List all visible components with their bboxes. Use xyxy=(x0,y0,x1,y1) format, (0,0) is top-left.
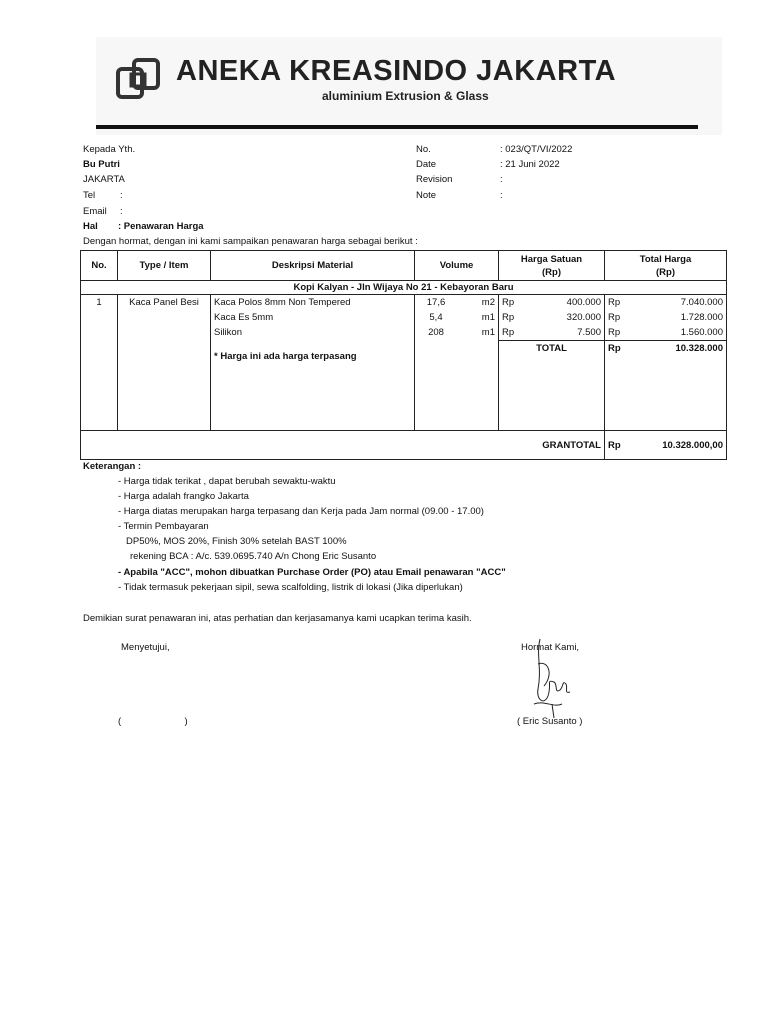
intro-text: Dengan hormat, dengan ini kami sampaikan penawaran harga sebagai berikut : xyxy=(83,236,418,247)
doc-no-label: No. xyxy=(416,144,431,155)
item-unit-prices xyxy=(499,295,605,431)
recipient-city: JAKARTA xyxy=(83,174,125,185)
note-item: - Harga tidak terikat , dapat berubah sewaktu-waktu xyxy=(118,476,336,487)
install-note: * Harga ini ada harga terpasang xyxy=(214,351,357,362)
header-total-line1: Total Harga xyxy=(639,253,692,265)
item-type xyxy=(118,295,211,431)
note-item: DP50%, MOS 20%, Finish 30% setelah BAST 100% xyxy=(126,536,347,547)
desc-line: Kaca Polos 8mm Non Tempered xyxy=(214,297,351,308)
quotation-table xyxy=(80,250,727,460)
desc-line: Kaca Es 5mm xyxy=(214,312,274,323)
subject-label: Hal xyxy=(83,221,98,232)
currency: Rp xyxy=(608,343,621,354)
notes-title: Keterangan : xyxy=(83,461,142,472)
item-descriptions xyxy=(211,295,415,431)
qty: 208 xyxy=(428,327,444,338)
total-line xyxy=(608,325,723,340)
price: 7.500 xyxy=(577,327,601,338)
doc-note-value: : xyxy=(500,190,503,201)
header-total-price xyxy=(605,251,727,281)
tel-value: : xyxy=(120,190,123,201)
item-no xyxy=(81,295,118,431)
project-name: Kopi Kalyan - Jln Wijaya No 21 - Kebayoran Baru xyxy=(81,281,727,295)
price: 400.000 xyxy=(566,297,601,308)
approve-blank: ( ) xyxy=(118,716,188,727)
company-logo-icon xyxy=(116,57,160,101)
company-tagline: aluminium Extrusion & Glass xyxy=(322,89,489,103)
note-item: - Tidak termasuk pekerjaan sipil, sewa scalfolding, listrik di lokasi (Jika diperlukan) xyxy=(118,582,463,593)
closing-text: Demikian surat penawaran ini, atas perhatian dan kerjasamanya kami ucapkan terima kasih. xyxy=(83,613,472,624)
item-totals xyxy=(605,295,727,431)
grand-total-cell xyxy=(605,431,727,460)
grand-total-value: 10.328.000,00 xyxy=(662,439,723,451)
price-line xyxy=(502,295,601,310)
grand-total-label: GRANTOTAL xyxy=(81,431,605,460)
doc-no-value: : 023/QT/VI/2022 xyxy=(500,144,573,155)
signer-name: ( Eric Susanto ) xyxy=(517,716,583,727)
volume-line xyxy=(418,310,495,325)
header-unit-price-line1: Harga Satuan xyxy=(520,253,583,265)
amount: 1.560.000 xyxy=(680,327,723,338)
qty: 17,6 xyxy=(426,297,446,308)
doc-revision-label: Revision xyxy=(416,174,453,185)
qty: 5,4 xyxy=(429,312,443,323)
currency: Rp xyxy=(608,297,621,308)
header-volume: Volume xyxy=(415,251,499,281)
table-header-row xyxy=(81,251,727,281)
note-item: - Harga diatas merupakan harga terpasang dan Kerja pada Jam normal (09.00 - 17.00) xyxy=(118,506,484,517)
signature-image xyxy=(524,634,584,724)
grand-total-line xyxy=(608,440,723,451)
header-divider xyxy=(96,125,698,129)
unit: m1 xyxy=(481,327,495,338)
header-no: No. xyxy=(81,251,118,281)
note-item: - Termin Pembayaran xyxy=(118,521,209,532)
grand-total-row xyxy=(81,431,727,460)
volume-line xyxy=(418,295,495,310)
currency: Rp xyxy=(502,327,515,338)
total-value: 10.328.000 xyxy=(675,343,723,354)
unit: m2 xyxy=(481,297,495,308)
regards-label: Hormat Kami, xyxy=(521,642,580,653)
amount: 1.728.000 xyxy=(680,312,723,323)
header-unit-price-line2: (Rp) xyxy=(542,266,561,278)
total-value-line xyxy=(605,340,726,356)
amount: 7.040.000 xyxy=(680,297,723,308)
header-type: Type / Item xyxy=(118,251,211,281)
price-line xyxy=(502,310,601,325)
price-line xyxy=(502,325,601,340)
table-row xyxy=(81,295,727,431)
price: 320.000 xyxy=(566,312,601,323)
note-item: - Harga adalah frangko Jakarta xyxy=(118,491,249,502)
currency: Rp xyxy=(608,312,621,323)
currency: Rp xyxy=(502,312,515,323)
email-label: Email xyxy=(83,206,107,217)
doc-revision-value: : xyxy=(500,174,503,185)
item-no-text: 1 xyxy=(96,297,102,308)
unit: m1 xyxy=(481,312,495,323)
project-row xyxy=(81,281,727,295)
letterhead xyxy=(96,37,722,135)
total-line xyxy=(608,310,723,325)
note-item: rekening BCA : A/c. 539.0695.740 A/n Chong Eric Susanto xyxy=(130,551,377,562)
total-line xyxy=(608,295,723,310)
doc-date-value: : 21 Juni 2022 xyxy=(500,159,560,170)
header-description: Deskripsi Material xyxy=(211,251,415,281)
doc-note-label: Note xyxy=(416,190,437,201)
tel-label: Tel xyxy=(83,190,96,201)
volume-line xyxy=(418,325,495,340)
to-label: Kepada Yth. xyxy=(83,144,136,155)
approve-label: Menyetujui, xyxy=(121,642,170,653)
total-label: TOTAL xyxy=(499,340,604,356)
header-unit-price xyxy=(499,251,605,281)
doc-date-label: Date xyxy=(416,159,437,170)
company-name: ANEKA KREASINDO JAKARTA xyxy=(176,55,617,87)
header-total-line2: (Rp) xyxy=(656,266,675,278)
item-volumes xyxy=(415,295,499,431)
recipient-name: Bu Putri xyxy=(83,159,120,170)
desc-line: Silikon xyxy=(214,327,242,338)
currency: Rp xyxy=(608,327,621,338)
email-value: : xyxy=(120,206,123,217)
currency: Rp xyxy=(608,439,621,451)
note-item: - Apabila "ACC", mohon dibuatkan Purchase Order (PO) atau Email penawaran "ACC" xyxy=(118,567,506,578)
subject-value: : Penawaran Harga xyxy=(118,221,204,232)
currency: Rp xyxy=(502,297,515,308)
item-type-text: Kaca Panel Besi xyxy=(129,297,199,308)
